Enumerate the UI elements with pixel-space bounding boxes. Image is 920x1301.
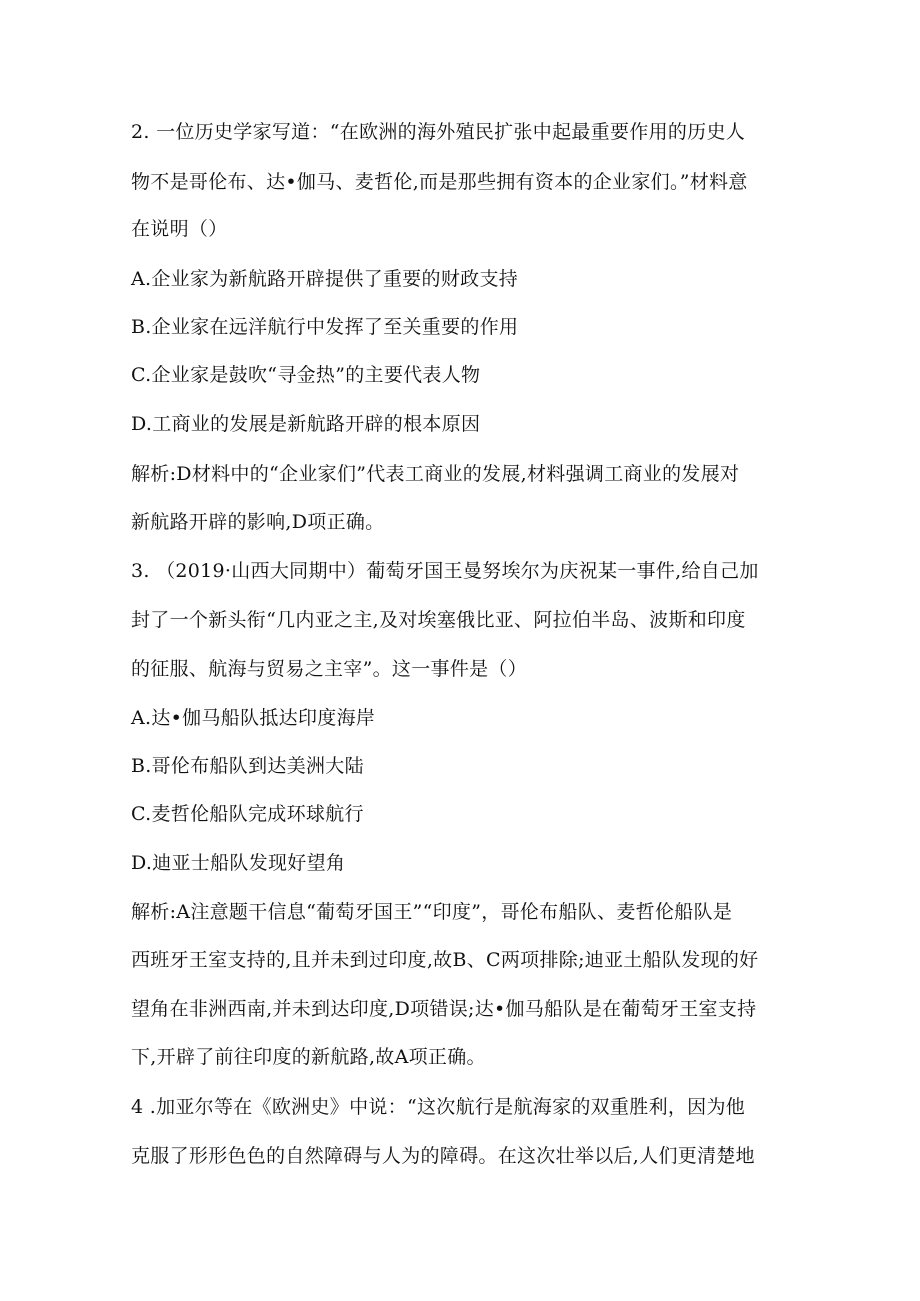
question-3-analysis-line-2: 西班牙王室支持的,且并未到过印度,故B、C两项排除;迪亚土船队发现的好 xyxy=(131,949,759,971)
question-3-stem-line-1: 3. （2019·山西大同期中）葡萄牙国王曼努埃尔为庆祝某一事件,给自己加 xyxy=(131,560,759,582)
question-3-stem-line-2: 封了一个新头衔“几内亚之主,及对埃塞俄比亚、阿拉伯半岛、波斯和印度 xyxy=(131,609,746,631)
question-3-option-b: B.哥伦布船队到达美洲大陆 xyxy=(131,755,364,777)
question-2-stem-line-3: 在说明（） xyxy=(131,218,228,240)
question-2-stem-line-2: 物不是哥伦布、达•伽马、麦哲伦,而是那些拥有资本的企业家们。”材料意 xyxy=(131,171,748,193)
question-3-option-a: A.达•伽马船队抵达印度海岸 xyxy=(131,707,376,729)
question-2-option-c: C.企业家是鼓吹“寻金热”的主要代表人物 xyxy=(131,364,481,386)
question-2-analysis-line-1: 解析:D材料中的“企业家们”代表工商业的发展,材料强调工商业的发展对 xyxy=(131,463,740,485)
question-2-analysis-line-2: 新航路开辟的影响,D项正确。 xyxy=(131,511,385,533)
question-3-option-d: D.迪亚士船队发现好望角 xyxy=(131,852,346,874)
question-3-analysis-line-1: 解析:A注意题干信息“葡萄牙国王”“印度”，哥伦布船队、麦哲伦船队是 xyxy=(131,901,733,923)
question-3-analysis-line-3: 望角在非洲西南,并未到达印度,D项错误;达•伽马船队是在葡萄牙王室支持 xyxy=(131,998,757,1020)
question-3-option-c: C.麦哲伦船队完成环球航行 xyxy=(131,803,364,825)
question-2-stem-line-1: 2. 一位历史学家写道：“在欧洲的海外殖民扩张中起最重要作用的历史人 xyxy=(131,121,746,143)
question-4-stem-line-1: 4 .加亚尔等在《欧洲史》中说：“这次航行是航海家的双重胜利，因为他 xyxy=(131,1096,746,1118)
question-2-option-a: A.企业家为新航路开辟提供了重要的财政支持 xyxy=(131,268,519,290)
question-4-stem-line-2: 克服了形形色色的自然障碍与人为的障碍。在这次壮举以后,人们更清楚地 xyxy=(131,1145,755,1167)
question-2-option-b: B.企业家在远洋航行中发挥了至关重要的作用 xyxy=(131,316,519,338)
question-3-analysis-line-4: 下,开辟了前往印度的新航路,故A项正确。 xyxy=(131,1046,486,1068)
question-2-option-d: D.工商业的发展是新航路开辟的根本原因 xyxy=(131,413,481,435)
question-3-stem-line-3: 的征服、航海与贸易之主宰”。这一事件是（） xyxy=(131,658,528,680)
